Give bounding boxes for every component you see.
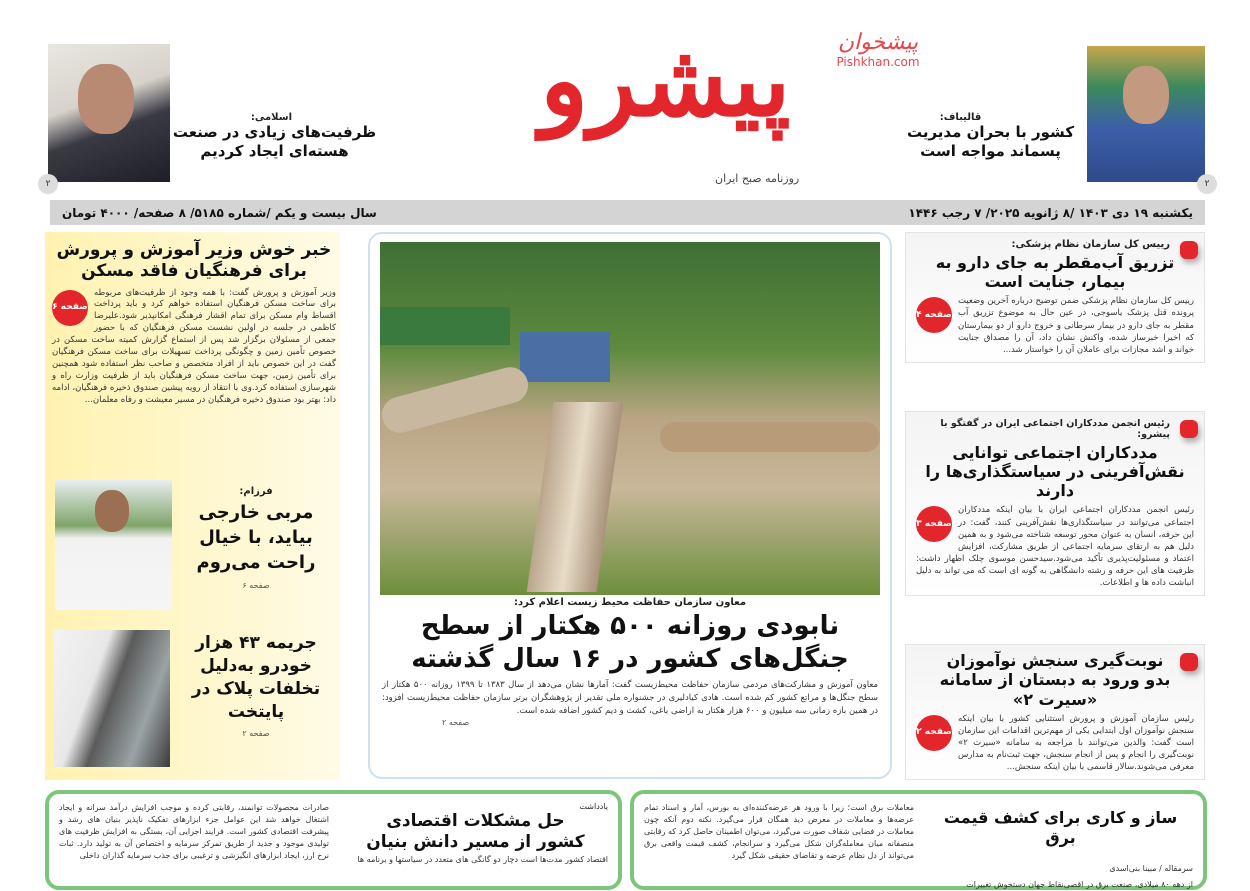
page-badge: ۲: [1197, 174, 1217, 194]
right-story-3[interactable]: نوبت‌گیری سنجش نوآموزان بدو ورود به دبستان از سامانه «سیرت ۲» صفحه ۲ رئیس سازمان آموزش و پرورش استثنایی کشور با بیان اینکه سنجش نوآموزان اول ابتدایی یکی از مهم‌ترین اقدامات این سازمان است گفت: والدین می‌توانند با مراجعه به سامانه «سیرت ۲» نوبت‌گیری را انجام و پس از انجام سنجش، جهت ثبت‌نام به مدارس معرفی می‌شوند.سالار قاسمی با بیان اینکه سنجش...: [905, 644, 1205, 780]
farzam-photo: [55, 480, 172, 610]
page-badge: صفحه ۲: [916, 715, 952, 751]
bullet-icon: [1180, 241, 1198, 259]
page-badge: صفحه ۴: [916, 297, 952, 333]
right-story-1[interactable]: رییس کل سازمان نظام پزشکی: تزریق آب‌مقطر به جای دارو به بیمار، جنایت است صفحه ۴ رییس کل سازمان نظام پزشکی ضمن توضیح درباره آخرین وضعیت پرونده قتل پزشک یاسوجی، در عین حال به موضوع تزریق آب مقطر به جای دارو در بیمار سرطانی و خروج دارو از دو بیمارستان که اخیرا خبرساز شده، واکنش نشان داد، آن را مصداق جنایت خواند و اشد مجازات برای عاملان آن را خواستار شد...: [905, 232, 1205, 363]
deforestation-photo: [380, 242, 880, 595]
bottom-left-article[interactable]: یادداشت حل مشکلات اقتصادی کشور از مسیر دانش بنیان اقتصاد کشور مدت‌ها است دچار دو گانگی های متعدد در سیاستها و برنامه ها صادرات محصولات توانمند، رقابتی کرده و موجب افزایش درآمد سرانه و ایجاد اشتغال خواهد شد این عوامل جزء ابزارهای تفکیک ناپذیر بنیان های رشد و پیشرفت اقتصادی کشور است. فرایند اجرایی آن، بستگی به افزایش ظرفیت های تولیدی موجود و جدید از طریق تمرکز سرمایه و اختصاص آن به تولید دارد. ثبات نرخ ارز، ایجاد ابزارهای انگیزشی و ترغیبی برای جذب سرمایه گذاران داخلی: [45, 790, 622, 890]
right-story-2[interactable]: رئیس انجمن مددکاران اجتماعی ایران در گفتگو با پیشرو: مددکاران اجتماعی توانایی نقش‌آفرینی در سیاستگذاری‌ها را دارند صفحه ۳ رئیس انجمن مددکاران اجتماعی ایران با بیان اینکه مددکاران اجتماعی می‌توانند در سیاستگذاری‌ها نقش‌آفرینی کنند، گفت: در این حرفه، انسان به عنوان محور توسعه شناخته می‌شود و به همین دلیل هم به ارتقای سرمایه اجتماعی از طریق مشارکت، افزایش اعتماد و مسئولیت‌پذیری تأکید می‌شود.سیدحسن موسوی چلک اظهار داشت: ظرفیت های این حرفه و رشته دانشگاهی به گونه ای است که می تواند به دلیل انباشت داده ها و اطلاعات.: [905, 411, 1205, 596]
tagline: روزنامه صبح ایران: [715, 172, 800, 185]
main-story[interactable]: معاون سازمان حفاظت محیط زیست اعلام کرد: نابودی روزانه ۵۰۰ هکتار از سطح جنگل‌های کشور در ۱۶ سال گذشته معاون آموزش و مشارکت‌های مردمی سازمان حفاظت محیط‌زیست گفت: آمارها نشان می‌دهد از سال ۱۳۸۳ تا ۱۳۹۹ روزانه ۵۰۰ هکتار از سطح جنگل‌ها و مراتع کشور کم شده است. هادی کیادلیری در جشنواره ملی تقدیر از پژوهشگران برتر سازمان حفاظت محیط‌زیست افزود: در همین بازه زمانی سه میلیون و ۶۰۰ هزار هکتار به اراضی باغی، کشت و دیم کشور اضافه شده است. صفحه ۲: [382, 597, 878, 728]
right-headline-story[interactable]: قالیباف: کشور با بحران مدیریت پسماند مواجه است: [906, 112, 1075, 160]
housing-story[interactable]: خبر خوش وزیر آموزش و پرورش برای فرهنگیان فاقد مسکن صفحه ۶ وزیر آموزش و پرورش گفت: با همه وجود از ظرفیت‌های مربوطه برای ساخت مسکن فرهنگیان استفاده خواهم کرد و باید پرداخت اقساط وام مسکن برای تمام اقشار فرهنگی امکانپذیر شود.علیرضا کاظمی در جلسه در اولین نشست مسکن فرهنگیان که با حضور جمعی از مسئولان برگزار شد پس از استماع گزارش کمیته ساخت مسکن در خصوص تأمین زمین و چگونگی پرداخت تسهیلات برای ساخت مسکن فرهنگیان گفت در این خصوص باید از افراد متخصص و صاحب نظر استفاده شود همچنین برای تأمین زمین، جهت ساخت مسکن فرهنگیان باید از ظرفیت وزارت راه و شهرسازی استفاده کرد.وی با انتقاد از رویه پیشین صندوق ذخیره فرهنگیان، ادامه داد: بهتر بود صندوق ذخیره فرهنگیان در مسیر معیشت و رفاه معلمان...: [52, 240, 336, 405]
page-badge: صفحه ۶: [52, 290, 88, 326]
farzam-story[interactable]: فرزام: مربی خارجی بیاید، با خیال راحت می‌روم صفحه ۶: [196, 486, 316, 590]
bullet-icon: [1180, 653, 1198, 671]
bullet-icon: [1180, 420, 1198, 438]
page-badge: ۲: [38, 174, 58, 194]
traffic-fine-story[interactable]: جریمه ۴۳ هزار خودرو به‌دلیل تخلفات پلاک در پایتخت صفحه ۲: [191, 633, 321, 738]
left-headline-story[interactable]: اسلامی: ظرفیت‌های زیادی در صنعت هسته‌ای ایجاد کردیم: [172, 112, 377, 160]
right-column: [905, 232, 1205, 780]
main-headline: نابودی روزانه ۵۰۰ هکتار از سطح: [420, 611, 840, 641]
page-badge: صفحه ۳: [916, 506, 952, 542]
issue-date: یکشنبه ۱۹ دی ۱۴۰۳ /۸ ژانویه ۲۰۲۵/ ۷ رجب ۱۴۴۶: [908, 205, 1193, 220]
issue-info: سال بیست و یکم /شماره ۵۱۸۵/ ۸ صفحه/ ۴۰۰۰ تومان: [62, 205, 377, 220]
traffic-police-photo: [53, 630, 170, 767]
watermark: پیشخوان Pishkhan.com: [836, 30, 920, 69]
ghalibaf-photo: [1087, 46, 1205, 182]
bottom-right-article[interactable]: ساز و کاری برای کشف قیمت برق سرمقاله / مبینا بنی‌اسدی از دهه ۸۰ میلادی، صنعت برق در اقصی‌نقاط جهان دستخوش تغییرات معاملات برق است؛ زیرا با ورود هر عرضه‌کننده‌ای به بورس، آمار و اسناد تمام عرضه‌ها و معاملات در معرض دید همگان قرار می‌گیرد. نکته دوم آنکه چون معاملات در فضایی شفاف صورت می‌گیرد، می‌توان اطمینان حاصل کرد که رقابتی منصفانه میان معامله‌گران شکل می‌گیرد و سرانجام، کشف قیمت واقعی برق می‌تواند از دل نظام عرضه و تقاضای حقیقی شکل گیرد: [630, 790, 1207, 890]
main-headline: جنگل‌های کشور در ۱۶ سال گذشته: [411, 643, 849, 674]
date-bar: [50, 200, 1205, 225]
islami-photo: [48, 44, 170, 182]
newspaper-logo: پیشرو روزنامه صبح ایران: [540, 21, 800, 185]
